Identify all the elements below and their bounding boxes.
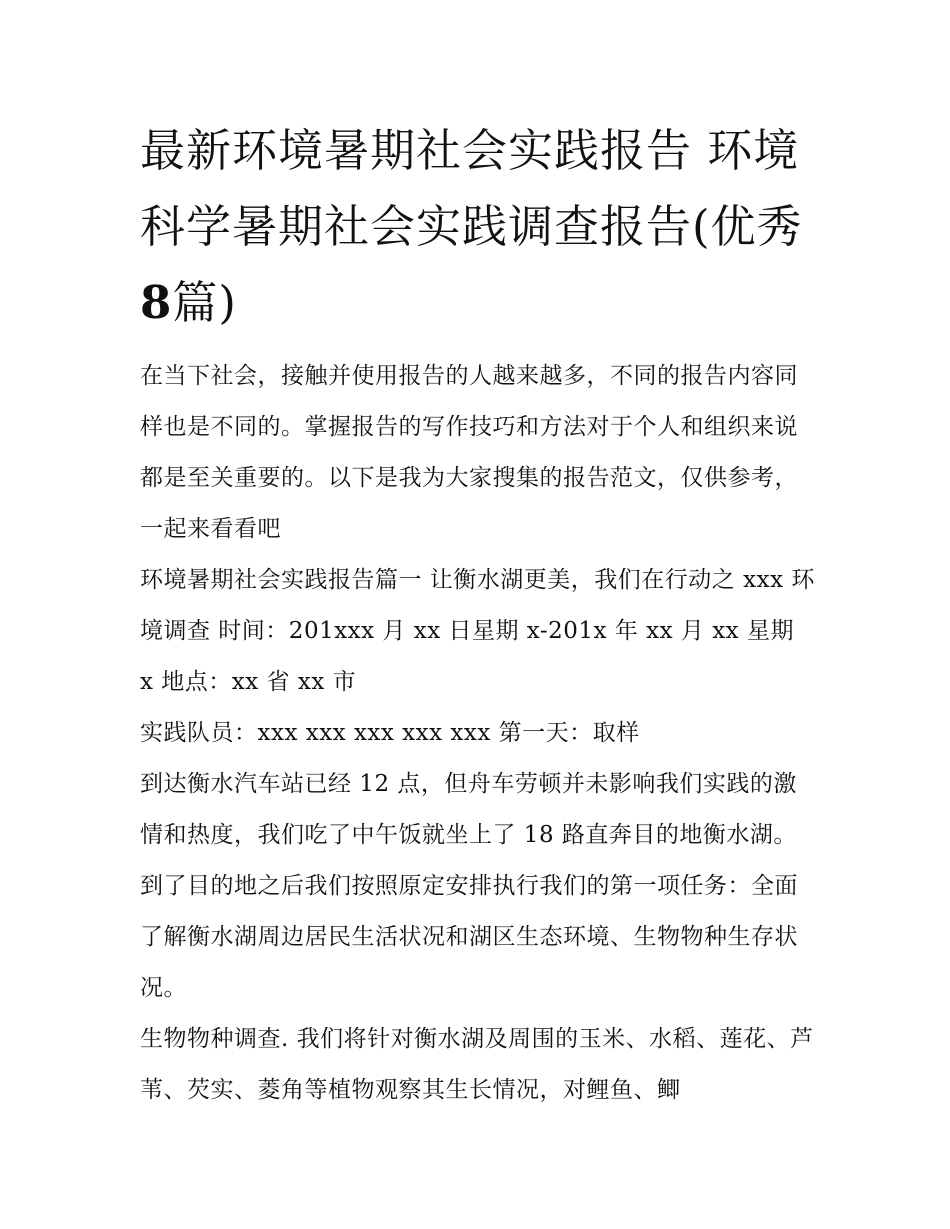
title-text: 最新环境暑期社会实践报告 环境科学暑期社会实践调查报告(优秀 — [140, 124, 803, 253]
document-body — [140, 351, 815, 1116]
paragraph-team-members: 实践队员：xxx xxx xxx xxx xxx 第一天：取样 — [140, 720, 640, 746]
title-text-end: 篇) — [172, 276, 237, 329]
paragraph-day-one: 到达衡水汽车站已经 12 点，但舟车劳顿并未影响我们实践的激情和热度，我们吃了中午饭就坐上了 18 路直奔目的地衡水湖。到了目的地之后我们按照原定安排执行我们的第一项任务：全面了解衡水湖周边居民生活状况和湖区生态环境、生物物种生存状况。 — [140, 771, 798, 1001]
paragraph-intro: 在当下社会，接触并使用报告的人越来越多，不同的报告内容同样也是不同的。掌握报告的写作技巧和方法对于个人和组织来说都是至关重要的。以下是我为大家搜集的报告范文，仅供参考，一起来看看吧 — [140, 363, 798, 542]
paragraph-section-one: 环境暑期社会实践报告篇一 让衡水湖更美，我们在行动之 xxx 环境调查 时间：201xxx 月 xx 日星期 x-201x 年 xx 月 xx 星期 x 地点：xx 省 xx 市 — [140, 567, 815, 695]
document-content — [140, 113, 815, 1116]
paragraph-species-survey: 生物物种调查. 我们将针对衡水湖及周围的玉米、水稻、莲花、芦苇、芡实、菱角等植物观察其生长情况，对鲤鱼、鲫 — [140, 1026, 814, 1103]
document-title — [140, 113, 815, 341]
title-number: 8 — [140, 276, 173, 329]
